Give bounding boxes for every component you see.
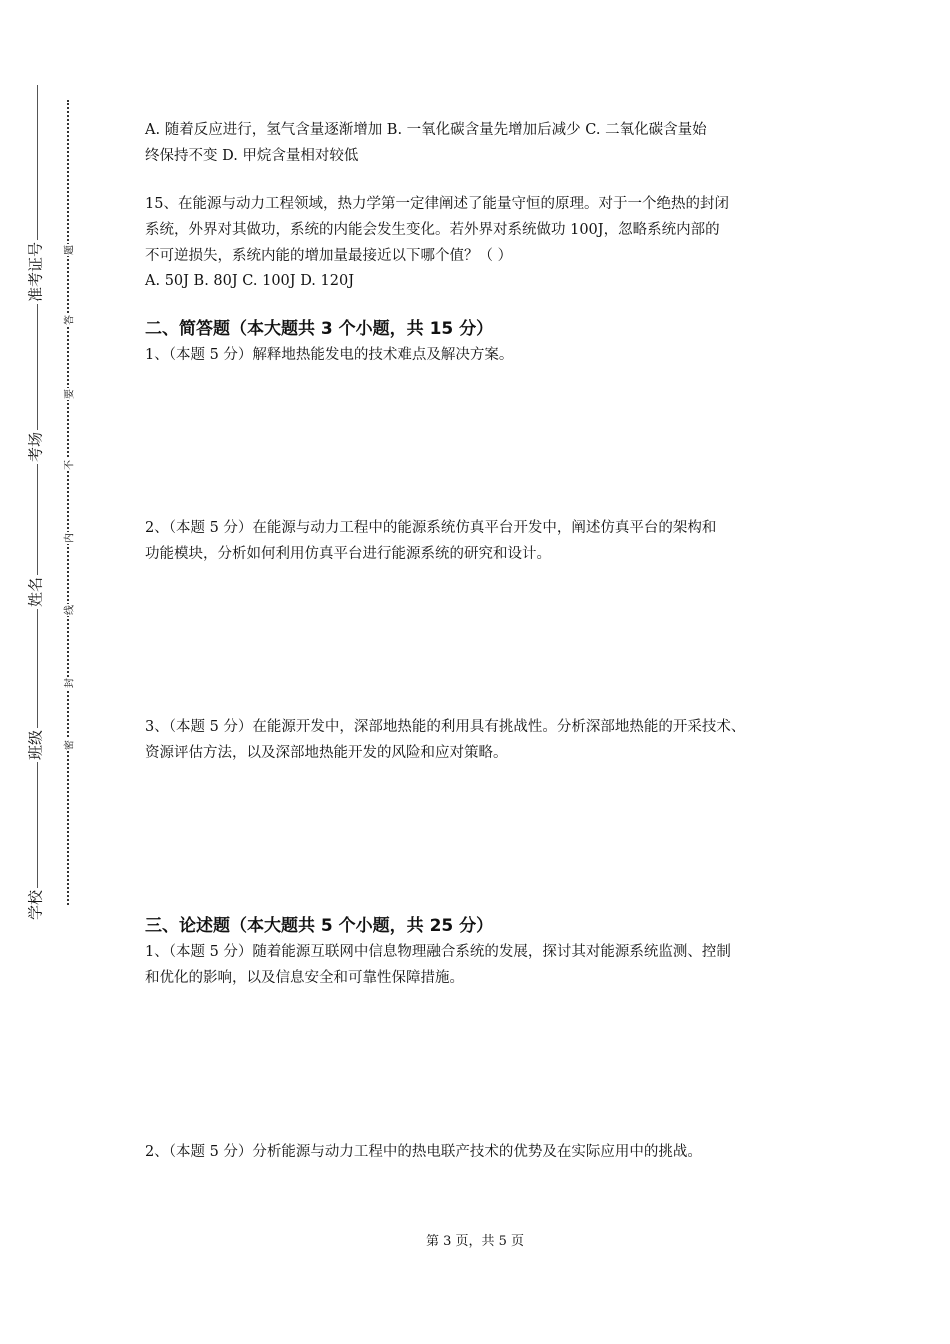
seal-char: 题: [61, 244, 76, 256]
label-exam-room: 考场: [26, 431, 45, 463]
seal-char: 要: [61, 388, 76, 400]
seal-char: 答: [61, 314, 76, 326]
s3-q2: 2、（本题 5 分）分析能源与动力工程中的热电联产技术的优势及在实际应用中的挑战。: [145, 1144, 702, 1160]
binding-line: [37, 85, 38, 915]
s2-q2: 2、（本题 5 分）在能源与动力工程中的能源系统仿真平台开发中，阐述仿真平台的架构和: [145, 520, 717, 536]
q15-options: A. 50J B. 80J C. 100J D. 120J: [145, 273, 355, 289]
s3-q1: 和优化的影响，以及信息安全和可靠性保障措施。: [145, 970, 464, 986]
seal-dotted-line: [67, 100, 69, 905]
q14-options-line: 终保持不变 D. 甲烷含量相对较低: [145, 148, 359, 164]
section3-heading: 三、论述题（本大题共 5 个小题，共 25 分）: [145, 916, 494, 936]
s2-q2: 功能模块，分析如何利用仿真平台进行能源系统的研究和设计。: [145, 546, 551, 562]
section2-heading: 二、简答题（本大题共 3 个小题，共 15 分）: [145, 319, 494, 339]
seal-char: 内: [61, 532, 76, 544]
seal-char: 封: [61, 677, 76, 689]
s2-q3: 资源评估方法，以及深部地热能开发的风险和应对策略。: [145, 745, 508, 761]
q14-options-line: A. 随着反应进行，氢气含量逐渐增加 B. 一氧化碳含量先增加后减少 C. 二氧化碳含量始: [145, 122, 707, 138]
q15-text-line: 系统，外界对其做功，系统的内能会发生变化。若外界对系统做功 100J，忽略系统内部的: [145, 222, 720, 238]
s2-q3: 3、（本题 5 分）在能源开发中，深部地热能的利用具有挑战性。分析深部地热能的开采技术、: [145, 719, 746, 735]
q15-text-line: 15、在能源与动力工程领域，热力学第一定律阐述了能量守恒的原理。对于一个绝热的封闭: [145, 196, 729, 212]
s2-q1: 1、（本题 5 分）解释地热能发电的技术难点及解决方案。: [145, 347, 514, 363]
q15-text-line: 不可逆损失，系统内能的增加量最接近以下哪个值？（ ）: [145, 248, 513, 264]
page-footer: 第 3 页，共 5 页: [425, 1234, 525, 1249]
label-name: 姓名: [26, 576, 45, 608]
label-exam-id: 准考证号: [26, 241, 45, 303]
s3-q1: 1、（本题 5 分）随着能源互联网中信息物理融合系统的发展，探讨其对能源系统监测、控制: [145, 944, 731, 960]
label-class: 班级: [26, 729, 45, 761]
label-school: 学校: [26, 889, 45, 921]
seal-char: 线: [61, 604, 76, 616]
seal-char: 密: [61, 739, 76, 751]
seal-char: 不: [61, 459, 76, 471]
